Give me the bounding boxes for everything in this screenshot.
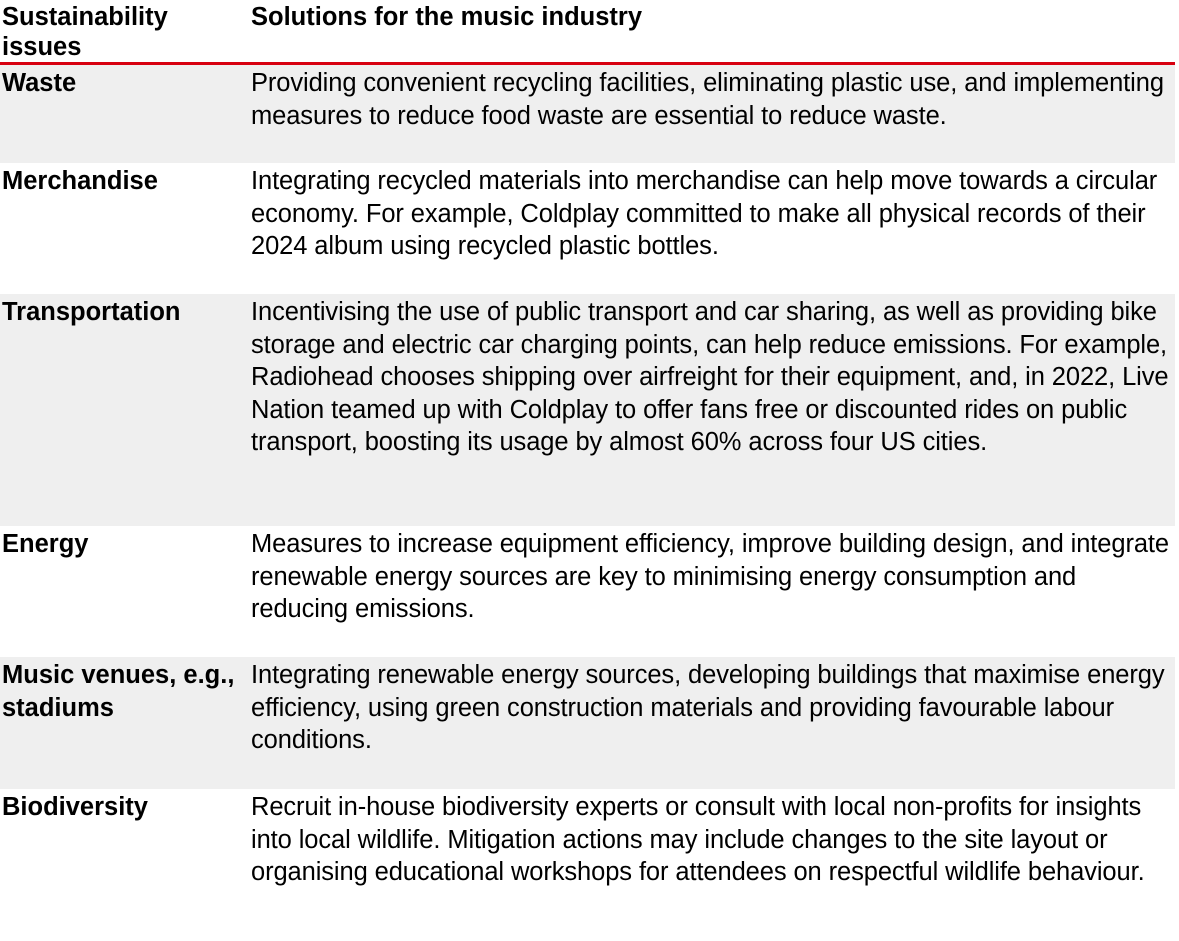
table-row-waste	[0, 65, 1175, 163]
header-solutions: Solutions for the music industry	[251, 3, 643, 31]
row-issue: Biodiversity	[2, 793, 148, 821]
table-row-biodiversity	[0, 789, 1175, 941]
table-row-energy	[0, 526, 1175, 657]
table-header	[0, 0, 1175, 65]
row-solution: Incentivising the use of public transport and car sharing, as well as providing bike storage and electric car charging points, can help reduce emissions. For example, Radiohead chooses shipping over airfreight for their equipment, and, in 2022, Live Nation teamed up with Coldplay to offer fans free or discounted rides on public transport, boosting its usage by almost 60% across four US cities.	[251, 298, 1169, 456]
row-solution: Recruit in-house biodiversity experts or consult with local non-profits for insights into local wildlife. Mitigation actions may include changes to the site layout or organising educational workshops for attendees on respectful wildlife behaviour.	[251, 793, 1145, 886]
row-solution: Providing convenient recycling facilities, eliminating plastic use, and implementing measures to reduce food waste are essential to reduce waste.	[251, 69, 1164, 130]
row-issue: Merchandise	[2, 167, 158, 195]
row-issue: Waste	[2, 69, 77, 97]
row-solution: Integrating recycled materials into merchandise can help move towards a circular economy. For example, Coldplay committed to make all physical records of their 2024 album using recycled plastic bottles.	[251, 167, 1158, 260]
row-issue: Transportation	[2, 298, 181, 326]
row-issue: Music venues, e.g., stadiums	[2, 661, 235, 722]
row-solution: Integrating renewable energy sources, developing buildings that maximise energy efficiency, using green construction materials and providing favourable labour conditions.	[251, 661, 1165, 754]
row-solution: Measures to increase equipment efficiency, improve building design, and integrate renewable energy sources are key to minimising energy consumption and reducing emissions.	[251, 530, 1169, 623]
header-issues: Sustainability issues	[2, 3, 168, 61]
table-row-merchandise	[0, 163, 1175, 294]
table-row-music-venues	[0, 657, 1175, 789]
row-issue: Energy	[2, 530, 89, 558]
table-row-transportation	[0, 294, 1175, 526]
